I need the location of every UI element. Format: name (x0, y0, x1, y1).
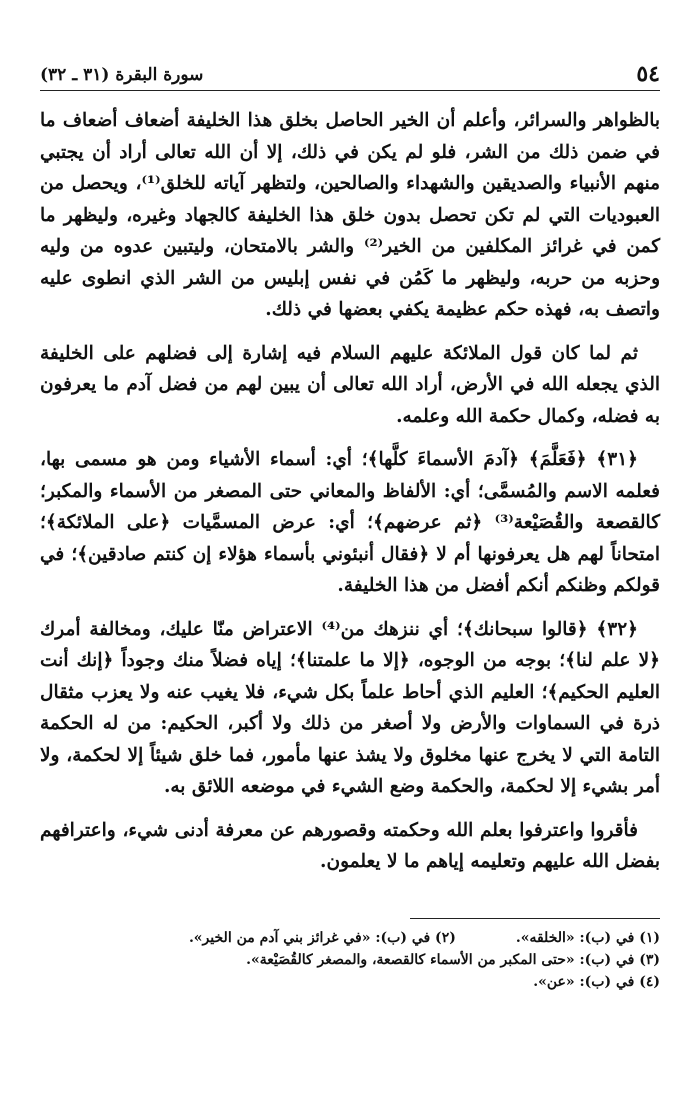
book-page (40, 56, 660, 1076)
paragraph-5: فأقروا واعترفوا بعلم الله وحكمته وقصورهم عن معرفة أدنى شيء، واعترافهم بفضل الله عليهم وتعليمه إياهم ما لا يعلمون. (40, 819, 660, 872)
page-number: ٥٤ (636, 61, 660, 87)
paragraph-3: ﴿٣١﴾ ﴿فَعَلَّمَ﴾ ﴿آدمَ الأسماءَ كلَّها﴾؛ أي: أسماء الأشياء ومن هو مسمى بها، فعلمه الاسم والمُسمَّى؛ أي: الألفاظ والمعاني حتى المصغر من الأسماء والمكبر؛ كالقصعة والقُصَيْعة⁽³⁾ ﴿ثم عرضهم﴾؛ أي: عرض المسمَّيات ﴿على الملائكة﴾؛ امتحاناً لهم هل يعرفونها أم لا ﴿فقال أنبئوني بأسماء هؤلاء إن كنتم صادقين﴾؛ في قولكم وظنكم أنكم أفضل من هذا الخليفة. (40, 449, 660, 596)
footnote-1: (١) في (ب): «الخلقه». (515, 929, 660, 946)
surah-title: سورة البقرة (٣١ ـ ٣٢) (40, 65, 204, 85)
footnote-2: (٢) في (ب): «في غرائز بني آدم من الخير». (188, 929, 456, 946)
paragraph-4: ﴿٣٢﴾ ﴿قالوا سبحانك﴾؛ أي ننزهك من⁽⁴⁾ الاعتراض منّا عليك، ومخالفة أمرك ﴿لا علم لنا﴾؛ بوجه من الوجوه، ﴿إلا ما علمتنا﴾؛ إياه فضلاً منك وجوداً ﴿إنك أنت العليم الحكيم﴾؛ العليم الذي أحاط علماً بكل شيء، فلا يغيب عنه ولا يعزب مثقال ذرة في السماوات والأرض ولا أصغر من ذلك ولا أكبر، الحكيم: من له الحكمة التامة التي لا يخرج عنها مخلوق ولا يشذ عنها مأمور، فما خلق شيئاً إلا لحكمة، ولا أمر بشيء إلا لحكمة، والحكمة وضع الشيء في موضعه اللائق به. (40, 618, 660, 797)
page-header (40, 56, 660, 91)
footnote-separator (410, 918, 660, 919)
paragraph-1: بالظواهر والسرائر، وأعلم أن الخير الحاصل بخلق هذا الخليفة أضعاف أضعاف ما في ضمن ذلك من الشر، فلو لم يكن في ذلك، إلا أن الله تعالى أراد أن يجتبي منهم الأنبياء والصديقين والشهداء والصالحين، ولتظهر آياته للخلق⁽¹⁾، ويحصل من العبوديات التي لم تكن تحصل بدون خلق هذا الخليفة كالجهاد وغيره، وليظهر ما كمن في غرائز المكلفين من الخير⁽²⁾ والشر بالامتحان، وليتبين عدوه من وليه وحزبه من حربه، وليظهر ما كَمُن في نفس إبليس من الشر الذي انطوى عليه واتصف به، فهذه حكم عظيمة يكفي بعضها في ذلك. (40, 110, 660, 320)
footnote-row (40, 927, 660, 949)
paragraph-2: ثم لما كان قول الملائكة عليهم السلام فيه إشارة إلى فضلهم على الخليفة الذي يجعله الله في الأرض، أراد الله تعالى أن يبين لهم من فضل آدم ما يعرفون به فضله، وكمال حكمة الله وعلمه. (40, 342, 660, 427)
footnote-3: (٣) في (ب): «حتى المكبر من الأسماء كالقصعة، والمصغر كالقُصَيْعة». (246, 951, 660, 968)
footnote-4: (٤) في (ب): «عن». (533, 973, 660, 990)
footnotes (40, 927, 660, 993)
body-text (40, 105, 660, 878)
